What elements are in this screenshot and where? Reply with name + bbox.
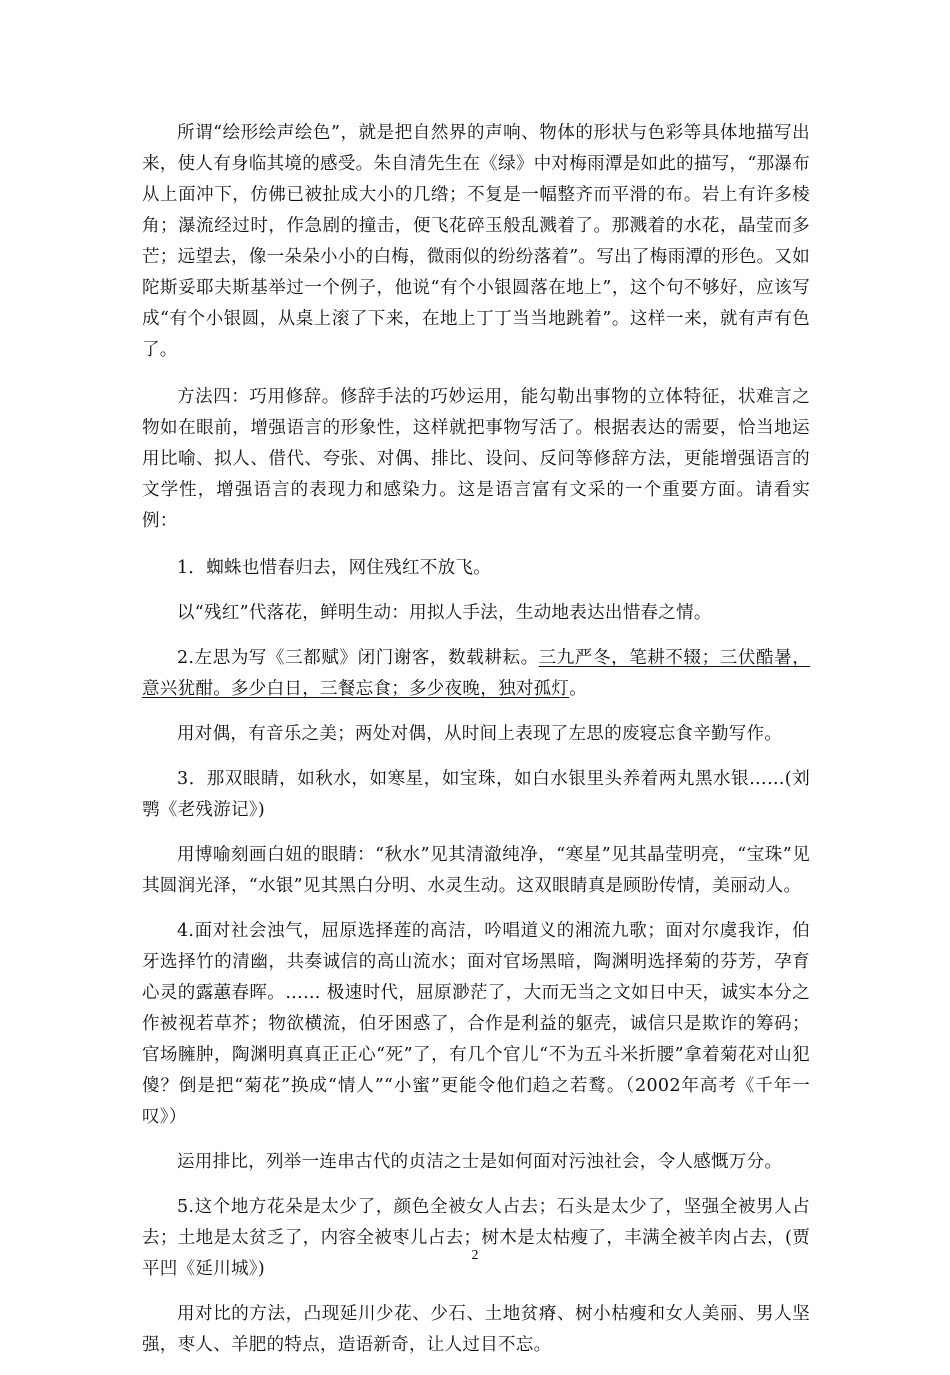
page-number: 2 <box>471 1248 479 1263</box>
example-3: 3．那双眼睛，如秋水，如寒星，如宝珠，如白水银里头养着两丸黑水银……(刘鹗《老残游记》) <box>142 769 810 820</box>
example-4: 4.面对社会浊气，屈原选择莲的高洁，吟唱道义的湘流九歌；面对尔虞我诈，伯牙选择竹的清幽，共奏诚信的高山流水；面对官场黑暗，陶渊明选择菊的芬芳，孕育心灵的露蕙春晖。…… 极速时代，屈原渺茫了，大而无当之文如日中天，诚实本分之作被视若草芥；物欲横流，伯牙困惑了，合作是利益的躯壳，诚信只是欺诈的筹码；官场臃肿，陶渊明真真正正心“死”了，有几个官儿“不为五斗米折腰”拿着菊花对山犯傻？倒是把“菊花”换成“情人”“小蜜”更能令他们趋之若鹜。（2002年高考《千年一叹》） <box>142 921 810 1127</box>
example-1: 1．蜘蛛也惜春归去，网住残红不放飞。 <box>177 558 492 578</box>
example-4-note: 运用排比，列举一连串古代的贞洁之士是如何面对污浊社会，令人感慨万分。 <box>177 1152 783 1172</box>
example-2-underlined-1: 三九严冬，笔耕不辍；三伏酷暑，意兴犹酣。 <box>142 648 810 699</box>
example-2-suffix: 。 <box>569 679 588 699</box>
example-2 <box>142 643 810 705</box>
paragraph-method-four: 方法四：巧用修辞。修辞手法的巧妙运用，能勾勒出事物的立体特征，状难言之物如在眼前，增强语言的形象性，这样就把事物写活了。根据表达的需要，恰当地运用比喻、拟人、借代、夸张、对偶、排比、设问、反问等修辞方法，更能增强语言的文学性，增强语言的表现力和感染力。这是语言富有文采的一个重要方面。请看实例： <box>142 387 810 531</box>
paragraph-description: 所谓“绘形绘声绘色”，就是把自然界的声响、物体的形状与色彩等具体地描写出来，使人有身临其境的感受。朱自清先生在《绿》中对梅雨潭是如此的描写，“那瀑布从上面冲下，仿佛已被扯成大小的几绺；不复是一幅整齐而平滑的布。岩上有许多棱角；瀑流经过时，作急剧的撞击，便飞花碎玉般乱溅着了。那溅着的水花，晶莹而多芒；远望去，像一朵朵小小的白梅，微雨似的纷纷落着”。写出了梅雨潭的形色。又如陀斯妥耶夫斯基举过一个例子，他说“有个小银圆落在地上”，这个句不够好，应该写成“有个小银圆，从桌上滚了下来，在地上丁丁当当地跳着”。这样一来，就有声有色了。 <box>142 123 810 360</box>
example-3-note: 用博喻刻画白妞的眼睛：“秋水”见其清澈纯净，“寒星”见其晶莹明亮，“宝珠”见其圆润光泽，“水银”见其黑白分明、水灵生动。这双眼睛真是顾盼传情，美丽动人。 <box>142 845 810 896</box>
example-2-note: 用对偶，有音乐之美；两处对偶，从时间上表现了左思的废寝忘食辛勤写作。 <box>177 724 783 744</box>
example-1-note: 以“残红”代落花，鲜明生动：用拟人手法，生动地表达出惜春之情。 <box>177 603 712 623</box>
example-2-prefix: 2.左思为写《三都赋》闭门谢客，数载耕耘。 <box>177 648 539 668</box>
example-2-underlined-2: 多少白日，三餐忘食；多少夜晚，独对孤灯 <box>231 679 570 699</box>
document-body <box>142 118 810 1375</box>
example-5-note: 用对比的方法，凸现延川少花、少石、土地贫瘠、树小枯瘦和女人美丽、男人坚强，枣人、羊肥的特点，造语新奇，让人过目不忘。 <box>142 1304 810 1355</box>
example-5: 5.这个地方花朵是太少了，颜色全被女人占去；石头是太少了，坚强全被男人占去；土地是太贫乏了，内容全被枣儿占去；树木是太枯瘦了，丰满全被羊肉占去，(贾平凹《延川城》) <box>142 1197 810 1279</box>
